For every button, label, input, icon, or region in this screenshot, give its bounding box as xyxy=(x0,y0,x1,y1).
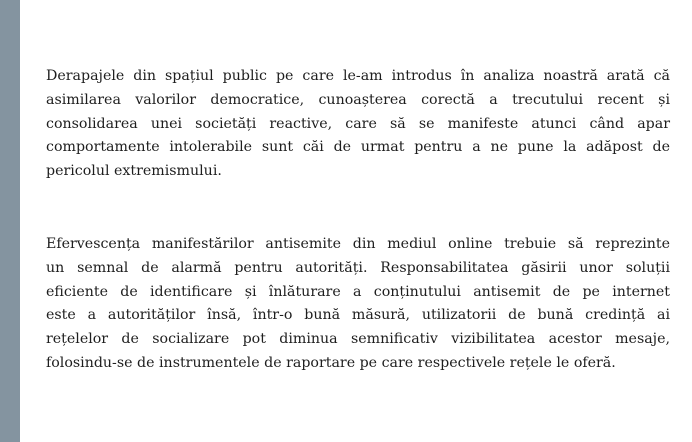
paragraph-line: un semnal de alarmă pentru autorități. Responsabilitatea găsirii unor soluții xyxy=(46,259,670,276)
paragraph-line: folosindu-se de instrumentele de raportare pe care respectivele rețele le oferă. xyxy=(46,354,616,371)
paragraph-extremism xyxy=(46,65,670,184)
paragraph-online-antisemitism xyxy=(46,233,670,376)
paragraph-line: pericolul extremismului. xyxy=(46,163,222,180)
paragraph-line: Derapajele din spațiul public pe care le-am introdus în analiza noastră arată că xyxy=(46,68,670,84)
paragraph-line: este a autorităților însă, într-o bună măsură, utilizatorii de bună credință ai xyxy=(46,307,670,324)
paragraph-line: asimilarea valorilor democratice, cunoașterea corectă a trecutului recent și xyxy=(46,91,670,108)
paragraph-line: eficiente de identificare și înlăturare a conținutului antisemit de pe internet xyxy=(46,283,670,300)
paragraph-line: Efervescența manifestărilor antisemite din mediul online trebuie să reprezinte xyxy=(46,236,670,252)
paragraph-line: consolidarea unei societăți reactive, care să se manifeste atunci când apar xyxy=(46,115,670,132)
paragraph-line: rețelelor de socializare pot diminua semnificativ vizibilitatea acestor mesaje, xyxy=(46,331,670,348)
paragraph-line: comportamente intolerabile sunt căi de urmat pentru a ne pune la adăpost de xyxy=(46,139,670,156)
page-side-bar xyxy=(0,0,20,442)
